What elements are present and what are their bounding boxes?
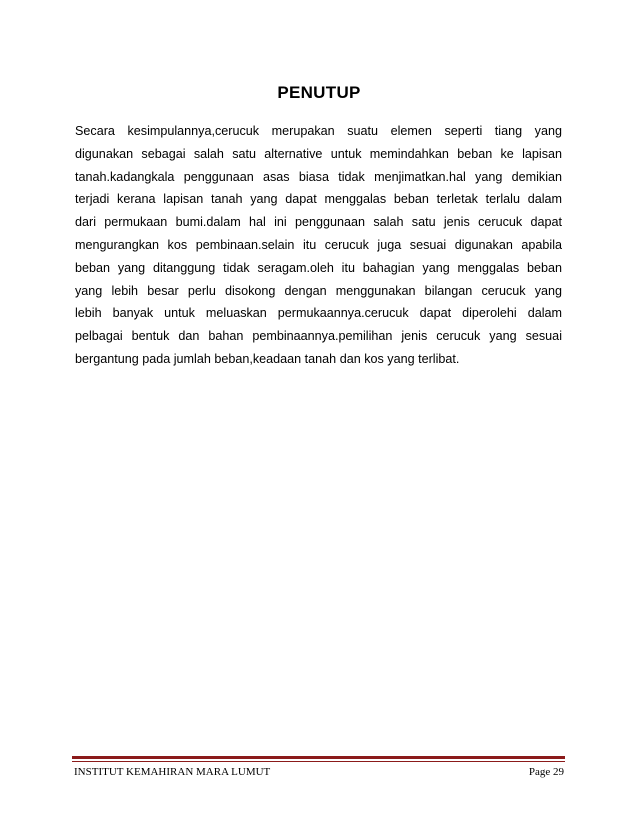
footer-rule-thick — [72, 756, 565, 759]
paragraph-line: mengurangkan kos pembinaan.selain itu cerucuk juga sesuai digunakan apabila — [75, 237, 562, 252]
page-title: PENUTUP — [277, 83, 361, 102]
paragraph-line: beban yang ditanggung tidak seragam.oleh itu bahagian yang menggalas beban — [75, 260, 562, 275]
footer-page-number: Page 29 — [528, 766, 564, 778]
footer-institution: INSTITUT KEMAHIRAN MARA LUMUT — [74, 766, 271, 778]
paragraph-line: terjadi kerana lapisan tanah yang dapat menggalas beban terletak terlalu dalam — [75, 192, 562, 207]
paragraph-line: digunakan sebagai salah satu alternative untuk memindahkan beban ke lapisan — [75, 146, 562, 161]
paragraph-line: yang lebih besar perlu disokong dengan menggunakan bilangan cerucuk yang — [75, 283, 562, 298]
paragraph-line: bergantung pada jumlah beban,keadaan tanah dan kos yang terlibat. — [75, 351, 460, 366]
paragraph-line: pelbagai bentuk dan bahan pembinaannya.pemilihan jenis cerucuk yang sesuai — [75, 329, 562, 344]
paragraph-line: tanah.kadangkala penggunaan asas biasa tidak menjimatkan.hal yang demikian — [75, 169, 562, 184]
paragraph-line: dari permukaan bumi.dalam hal ini penggunaan salah satu jenis cerucuk dapat — [75, 215, 562, 230]
footer-rule-thin — [72, 761, 565, 762]
paragraph-line: lebih banyak untuk meluaskan permukaannya.cerucuk dapat diperolehi dalam — [75, 306, 562, 321]
paragraph-line: Secara kesimpulannya,cerucuk merupakan suatu elemen seperti tiang yang — [75, 124, 562, 138]
conclusion-paragraph — [75, 120, 562, 371]
